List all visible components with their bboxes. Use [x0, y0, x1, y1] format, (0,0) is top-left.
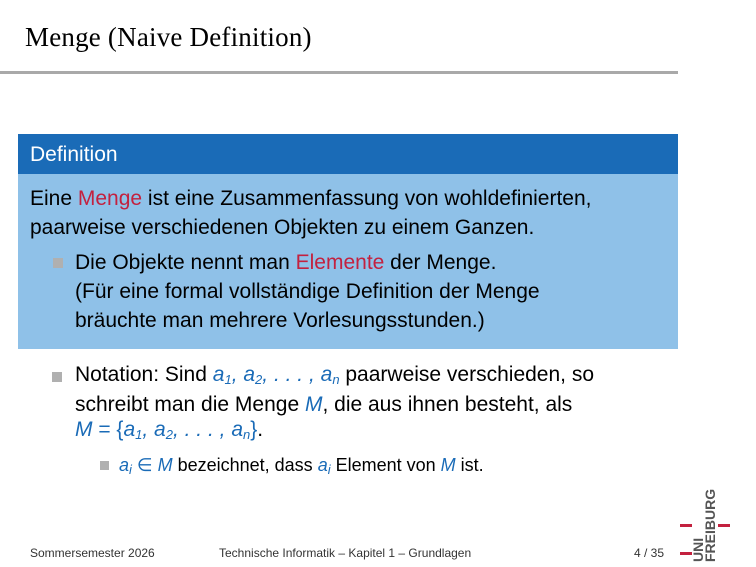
definition-line-2: paarweise verschiedenen Objekten zu einem Ganzen.: [30, 216, 535, 239]
definition-text: ist eine Zusammenfassung von wohldefinierten,: [142, 187, 592, 210]
notation-line-3: $M = \{a_1$, $a_2$, . . . , $a_n$}.: [75, 418, 264, 442]
notation-subbullet: [30, 453, 670, 482]
math-var-m: M: [157, 455, 173, 475]
definition-line-1: [30, 184, 666, 213]
math-set-expression: $a_1$, $a_2$, . . . , $a_n$: [123, 418, 251, 442]
math-sequence: $a_1$, $a_2$, . . . , $a_n$: [212, 363, 340, 387]
notation-line-2: schreibt man die Menge M, die aus ihnen besteht, als: [75, 393, 573, 416]
notation-block: [30, 362, 670, 482]
definition-text: Eine: [30, 187, 78, 210]
notation-text: Notation: Sind: [75, 363, 213, 386]
definition-bullet-line-3: bräuchte man mehrere Vorlesungsstunden.): [75, 309, 485, 332]
math-set-expression: M: [75, 418, 93, 441]
math-ai: $a_i$: [317, 455, 331, 477]
bullet-text: Die Objekte nennt man: [75, 251, 296, 274]
notation-text: paarweise verschieden, so: [339, 363, 595, 386]
definition-header: Definition: [18, 134, 678, 174]
slide-title: Menge (Naive Definition): [25, 22, 312, 52]
logo-text-freiburg: FREIBURG: [702, 488, 718, 562]
math-ai: $a_i$: [119, 455, 132, 477]
definition-block: [18, 134, 678, 349]
math-var-m: M: [304, 393, 323, 416]
definition-bullet: [30, 248, 666, 335]
title-divider: [0, 71, 678, 74]
bullet-square-icon: [53, 258, 63, 268]
term-menge: Menge: [77, 187, 143, 210]
bullet-square-icon: [100, 461, 109, 470]
university-logo-icon: [680, 482, 730, 564]
definition-bullet-line-1: [75, 248, 666, 277]
subbullet-text: ist.: [455, 455, 484, 475]
footer-semester: Sommersemester 2026: [30, 546, 155, 560]
term-elemente: Elemente: [295, 251, 385, 274]
math-element-of: ∈: [131, 455, 158, 475]
notation-bullet: [30, 362, 670, 447]
subbullet-text: Element von: [330, 455, 441, 475]
bullet-text: der Menge.: [384, 251, 497, 274]
math-set-expression: = {: [92, 418, 124, 441]
notation-line-1: [75, 362, 670, 392]
definition-body: [18, 174, 678, 349]
math-var-m: M: [440, 455, 456, 475]
logo-text-uni: UNI: [690, 537, 706, 562]
subbullet-text: bezeichnet, dass: [172, 455, 318, 475]
bullet-square-icon: [52, 372, 62, 382]
footer-page-number: 4 / 35: [634, 546, 665, 560]
math-set-expression: }: [250, 418, 258, 441]
definition-bullet-line-2: (Für eine formal vollständige Definition der Menge: [75, 280, 540, 303]
footer-course: Technische Informatik – Kapitel 1 – Grundlagen: [219, 546, 472, 560]
